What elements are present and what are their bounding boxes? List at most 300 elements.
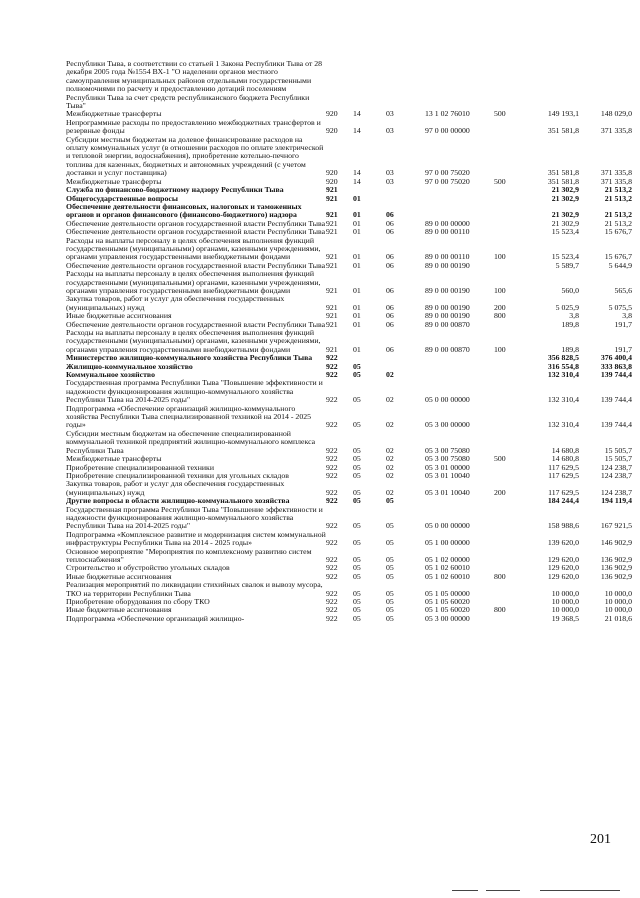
row-section-code (353, 60, 386, 110)
row-expense-type (494, 379, 524, 404)
row-expense-type (494, 354, 524, 362)
table-row (66, 295, 632, 312)
row-target-article (425, 203, 494, 220)
row-section-code: 05 (353, 487, 361, 497)
row-subsection-code: 03 (386, 109, 394, 119)
row-name: Иные бюджетные ассигнования (66, 571, 172, 581)
row-name: Обеспечение деятельности органов государственной власти Республики Тыва (66, 319, 326, 329)
row-name: Межбюджетные трансферты (66, 109, 162, 119)
row-target-article: 05 3 00 00000 (425, 420, 470, 430)
row-amount-year2: 10 000,0 (604, 588, 632, 598)
row-expense-type (494, 136, 524, 178)
row-admin-code: 922 (326, 370, 338, 380)
row-name: Государственная программа Республики Тыва "Повышение эффективности и надежности функционирования жилищно-коммунального хозяйства Республики Тыва на 2014-2025 годы" (66, 504, 323, 531)
row-section-code: 05 (353, 462, 361, 472)
row-expense-type (494, 548, 524, 565)
row-target-article: 97 0 00 00000 (425, 126, 470, 136)
row-target-article (425, 363, 494, 371)
table-row (66, 506, 632, 531)
row-target-article (425, 371, 494, 379)
row-amount-year2: 21 513,2 (604, 185, 632, 195)
row-subsection-code: 06 (386, 227, 394, 237)
row-target-article: 05 1 02 60010 (425, 571, 470, 581)
table-row (66, 60, 632, 110)
row-amount-year1: 184 244,4 (547, 496, 579, 506)
row-target-article: 05 3 01 00000 (425, 462, 470, 472)
row-section-code: 05 (353, 496, 361, 506)
row-amount-year2: 21 018,6 (604, 613, 632, 623)
row-target-article: 89 0 00 00870 (425, 344, 470, 354)
row-amount-year1: 117 629,5 (548, 487, 579, 497)
row-target-article: 89 0 00 00110 (425, 227, 470, 237)
row-name: Закупка товаров, работ и услуг для обеспечения государственных (муниципальных) нужд (66, 479, 285, 497)
row-name: Реализация мероприятий по ликвидации стихийных свалок и вывозу мусора, ТКО на территории Республики Тыва (66, 580, 323, 598)
row-admin-code: 922 (326, 597, 338, 606)
row-amount-year2: 371 335,8 (600, 126, 632, 136)
row-target-article (425, 186, 494, 194)
table-row (66, 119, 632, 136)
row-amount-year1: 3,8 (569, 311, 579, 321)
row-target-article: 05 3 01 10040 (425, 487, 470, 497)
row-target-article: 97 0 00 75020 (425, 176, 470, 186)
row-section-code: 01 (353, 260, 361, 270)
row-admin-code: 920 (326, 126, 338, 136)
row-amount-year1: 189,8 (561, 319, 579, 329)
table-row (66, 329, 632, 354)
row-name: Расходы на выплаты персоналу в целях обеспечения выполнения функций государственными (муниципальными) органами, казенными учреждениями, органами управления государственными внебюджетными фондами (66, 235, 321, 262)
row-name: Основное мероприятие "Мероприятия по комплексному развитию систем теплоснабжения" (66, 546, 312, 564)
row-name: Подпрограмма «Обеспечение организаций жилищно- (66, 613, 245, 623)
row-name: Непрограммные расходы по предоставлению межбюджетных трансфертов и резервные фонды (66, 117, 321, 136)
row-subsection-code: 05 (386, 605, 394, 615)
row-expense-type (494, 220, 524, 228)
row-subsection-code: 05 (386, 554, 394, 564)
row-amount-year2: 21 513,2 (604, 218, 632, 228)
row-section-code: 01 (353, 252, 361, 262)
row-admin-code (326, 60, 353, 110)
row-expense-type (494, 497, 524, 505)
row-amount-year1: 351 581,8 (547, 176, 579, 186)
row-amount-year1: 129 620,0 (547, 563, 579, 573)
row-section-code: 05 (353, 445, 361, 455)
row-amount-year2: 124 238,7 (600, 470, 632, 480)
row-expense-type (494, 321, 524, 329)
row-section-code: 05 (353, 538, 361, 548)
row-subsection-code: 06 (386, 285, 394, 295)
row-subsection-code: 05 (386, 563, 394, 573)
row-admin-code: 922 (326, 395, 338, 405)
row-admin-code: 922 (326, 470, 338, 480)
row-amount-year1: 19 368,5 (551, 613, 579, 623)
footer-mark (540, 890, 620, 891)
row-target-article (425, 497, 494, 505)
row-amount-year1: 21 302,9 (551, 193, 579, 203)
row-amount-year2: 15 676,7 (604, 227, 632, 237)
row-amount-year2: 21 513,2 (604, 210, 632, 220)
row-target-article: 05 3 00 00000 (425, 613, 470, 623)
row-amount-year1: 351 581,8 (547, 126, 579, 136)
row-target-article: 05 0 00 00000 (425, 395, 470, 405)
row-section-code: 05 (353, 571, 361, 581)
row-name: Государственная программа Республики Тыва "Повышение эффективности и надежности функционирования жилищно-коммунального хозяйства Республики Тыва на 2014-2025 годы" (66, 378, 323, 405)
row-expense-type: 100 (494, 252, 506, 262)
row-name: Иные бюджетные ассигнования (66, 605, 172, 615)
row-name: Обеспечение деятельности органов государственной власти Республики Тыва (66, 260, 326, 270)
row-amount-year1: 132 310,4 (547, 420, 579, 430)
row-amount-year1: 189,8 (561, 344, 579, 354)
row-amount-year2: 15 505,7 (604, 445, 632, 455)
table-row (66, 430, 632, 455)
row-admin-code: 920 (326, 109, 338, 119)
row-admin-code: 921 (326, 260, 338, 270)
row-subsection-code: 02 (386, 445, 394, 455)
row-amount-year1: 10 000,0 (551, 588, 579, 598)
row-admin-code: 921 (326, 285, 338, 295)
row-name: Иные бюджетные ассигнования (66, 311, 172, 321)
row-name: Субсидии местным бюджетам на обеспечение специализированной коммунальной техникой предприятий жилищно-коммунального комплекса Республики Тыва (66, 428, 316, 455)
row-admin-code: 922 (326, 588, 338, 598)
row-subsection-code: 03 (386, 126, 394, 136)
table-row (66, 548, 632, 565)
row-amount-year2: 5 644,9 (608, 260, 632, 270)
row-expense-type: 500 (494, 109, 506, 119)
row-target-article: 05 1 00 00000 (425, 538, 470, 548)
row-admin-code: 920 (326, 168, 338, 178)
row-amount-year1: 21 302,9 (551, 218, 579, 228)
row-section-code: 01 (353, 319, 361, 329)
row-admin-code: 922 (326, 563, 338, 573)
row-section-code: 05 (353, 454, 361, 464)
row-amount-year1: 21 302,9 (551, 210, 579, 220)
row-subsection-code: 06 (386, 210, 394, 220)
row-section-code: 05 (353, 588, 361, 598)
row-section-code: 05 (353, 613, 361, 623)
row-amount-year1: 316 554,8 (547, 361, 579, 371)
table-row (66, 379, 632, 404)
row-section-code: 01 (353, 193, 361, 203)
row-subsection-code: 02 (386, 420, 394, 430)
table-row (66, 480, 632, 497)
row-expense-type: 800 (494, 571, 506, 581)
row-amount-year1: 5 589,7 (555, 260, 579, 270)
row-section-code: 01 (353, 344, 361, 354)
table-row (66, 136, 632, 178)
row-target-article (425, 195, 494, 203)
row-subsection-code: 03 (386, 176, 394, 186)
row-expense-type: 100 (494, 285, 506, 295)
row-section-code: 05 (353, 470, 361, 480)
row-subsection-code: 06 (386, 218, 394, 228)
row-target-article: 89 0 00 00190 (425, 302, 470, 312)
row-admin-code: 922 (326, 538, 338, 548)
row-amount-year2: 148 029,0 (600, 109, 632, 119)
row-target-article: 97 0 00 75020 (425, 168, 470, 178)
row-target-article: 89 0 00 00190 (425, 260, 470, 270)
row-subsection-code: 06 (386, 260, 394, 270)
table-row (66, 203, 632, 220)
row-amount-year2: 191,7 (614, 344, 632, 354)
row-target-article: 05 3 00 75080 (425, 445, 470, 455)
row-name: Обеспечение деятельности органов государственной власти Республики Тыва (66, 227, 326, 237)
row-amount-year1: 132 310,4 (547, 395, 579, 405)
row-expense-type (494, 581, 524, 598)
row-amount-year1: 158 988,6 (547, 521, 579, 531)
row-admin-code: 921 (326, 311, 338, 321)
row-name: Другие вопросы в области жилищно-коммунального хозяйства (66, 496, 290, 506)
row-expense-type (494, 203, 524, 220)
row-section-code: 14 (353, 109, 361, 119)
row-target-article: 89 0 00 00000 (425, 218, 470, 228)
row-admin-code: 922 (326, 454, 338, 464)
row-amount-year1: 129 620,0 (547, 554, 579, 564)
table-row (66, 237, 632, 262)
row-amount-year2: 376 400,4 (600, 353, 632, 363)
row-amount-year1: 560,0 (561, 285, 579, 295)
row-name: Министерство жилищно-коммунального хозяйства Республики Тыва (66, 353, 313, 363)
row-amount-year2 (579, 60, 632, 110)
row-amount-year1: 117 629,5 (548, 470, 579, 480)
row-amount-year2: 136 902,9 (600, 571, 632, 581)
row-amount-year2: 167 921,5 (600, 521, 632, 531)
row-target-article: 05 1 05 60020 (425, 605, 470, 615)
row-expense-type (494, 506, 524, 531)
row-amount-year1: 14 680,8 (551, 445, 579, 455)
row-admin-code: 921 (326, 185, 338, 195)
row-amount-year1: 351 581,8 (547, 168, 579, 178)
row-amount-year2: 124 238,7 (600, 462, 632, 472)
row-admin-code: 922 (326, 462, 338, 472)
table-row (66, 581, 632, 598)
row-admin-code: 921 (326, 227, 338, 237)
row-admin-code: 922 (326, 353, 338, 363)
row-name: Жилищно-коммунальное хозяйство (66, 361, 193, 371)
row-amount-year1: 21 302,9 (551, 185, 579, 195)
row-section-code: 05 (353, 605, 361, 615)
row-amount-year1: 356 828,5 (547, 353, 579, 363)
row-amount-year2: 15 505,7 (604, 454, 632, 464)
row-subsection-code: 06 (386, 302, 394, 312)
row-expense-type (494, 615, 524, 623)
row-amount-year2: 191,7 (614, 319, 632, 329)
row-admin-code: 922 (326, 521, 338, 531)
row-name: Приобретение специализированной техники (66, 462, 215, 472)
row-expense-type: 100 (494, 344, 506, 354)
row-expense-type: 800 (494, 605, 506, 615)
row-subsection-code: 06 (386, 319, 394, 329)
row-amount-year1: 15 523,4 (551, 252, 579, 262)
row-amount-year2: 5 075,5 (608, 302, 632, 312)
row-target-article (425, 60, 494, 110)
row-expense-type (494, 195, 524, 203)
row-amount-year1 (524, 60, 579, 110)
row-section-code: 05 (353, 563, 361, 573)
row-expense-type (494, 228, 524, 236)
row-target-article: 05 1 02 00000 (425, 554, 470, 564)
row-name: Закупка товаров, работ и услуг для обеспечения государственных (муниципальных) нужд (66, 294, 285, 312)
row-target-article: 13 1 02 76010 (425, 109, 470, 119)
row-name: Обеспечение деятельности органов государственной власти Республики Тыва (66, 218, 326, 228)
row-admin-code: 922 (326, 361, 338, 371)
row-target-article: 05 1 05 60020 (425, 597, 470, 606)
row-target-article: 05 1 05 00000 (425, 588, 470, 598)
row-subsection-code: 02 (386, 454, 394, 464)
row-amount-year1: 149 193,1 (547, 109, 579, 119)
page-number: 201 (590, 832, 611, 847)
row-amount-year2: 333 863,8 (600, 361, 632, 371)
row-amount-year2: 10 000,0 (604, 597, 632, 606)
row-target-article: 89 0 00 00110 (425, 252, 470, 262)
row-amount-year2: 139 744,4 (600, 395, 632, 405)
row-amount-year2: 139 744,4 (600, 420, 632, 430)
row-target-article: 89 0 00 00190 (425, 311, 470, 321)
row-target-article: 05 3 00 75080 (425, 454, 470, 464)
row-amount-year1: 10 000,0 (551, 597, 579, 606)
row-admin-code: 922 (326, 445, 338, 455)
row-subsection-code: 05 (386, 538, 394, 548)
row-admin-code: 921 (326, 252, 338, 262)
row-name: Расходы на выплаты персоналу в целях обеспечения выполнения функций государственными (муниципальными) органами, казенными учреждениями, органами управления государственными внебюджетными фондами (66, 269, 321, 295)
row-name: Подпрограмма «Комплексное развитие и модернизация систем коммунальной инфраструктуры Республики Тыва на 2014 - 2025 годы» (66, 529, 326, 548)
row-amount-year2: 136 902,9 (600, 554, 632, 564)
row-section-code: 05 (353, 597, 361, 606)
footer-mark (452, 890, 478, 891)
table-row (66, 531, 632, 548)
table-row (66, 615, 632, 623)
row-subsection-code: 02 (386, 470, 394, 480)
row-subsection-code: 02 (386, 370, 394, 380)
row-section-code: 14 (353, 126, 361, 136)
row-expense-type (494, 262, 524, 270)
row-amount-year1: 14 680,8 (551, 454, 579, 464)
row-expense-type (494, 371, 524, 379)
row-section-code: 05 (353, 395, 361, 405)
row-admin-code: 921 (326, 210, 338, 220)
row-subsection-code: 05 (386, 496, 394, 506)
row-admin-code: 921 (326, 302, 338, 312)
row-name: Республики Тыва, в соответствии со статьей 1 Закона Республики Тыва от 28 декабря 2005 года №1554 ВХ-1 "О наделении органов местного самоуправления муниципальных районов отдельными государственными полномочиями по расчету и предоставлению дотаций поселениям Республики Тыва за счет средств республиканского бюджета Республики Тыва" (66, 59, 323, 111)
row-subsection-code (386, 186, 425, 194)
footer-mark (486, 890, 520, 891)
row-amount-year2: 371 335,8 (600, 176, 632, 186)
row-amount-year2: 146 902,9 (600, 538, 632, 548)
row-name: Субсидии местным бюджетам на долевое финансирование расходов на оплату коммунальных услуг (в отношении расходов по оплате электрической и тепловой энергии, водоснабжения), приобретение котельно-печного топлива для казенных, бюджетных и автономных учреждений (с учетом доставки и услуг поставщика) (66, 134, 324, 178)
row-expense-type (494, 119, 524, 136)
row-subsection-code: 05 (386, 613, 394, 623)
row-name: Строительство и обустройство угольных складов (66, 563, 230, 573)
row-amount-year2: 139 744,4 (600, 370, 632, 380)
row-section-code: 01 (353, 285, 361, 295)
row-section-code: 14 (353, 176, 361, 186)
row-amount-year1: 129 620,0 (547, 571, 579, 581)
row-section-code: 05 (353, 521, 361, 531)
row-admin-code: 922 (326, 613, 338, 623)
row-admin-code: 921 (326, 218, 338, 228)
row-name: Приобретение специализированной техники для угольных складов (66, 470, 289, 480)
row-name: Межбюджетные трансферты (66, 176, 162, 186)
row-admin-code: 922 (326, 487, 338, 497)
row-expense-type (494, 472, 524, 480)
table-row (66, 405, 632, 430)
row-expense-type: 500 (494, 176, 506, 186)
row-name: Межбюджетные трансферты (66, 454, 162, 464)
row-subsection-code: 06 (386, 252, 394, 262)
row-subsection-code: 02 (386, 395, 394, 405)
row-name: Общегосударственные вопросы (66, 193, 178, 203)
row-amount-year2: 136 902,9 (600, 563, 632, 573)
row-amount-year2: 15 676,7 (604, 252, 632, 262)
row-amount-year2: 3,8 (622, 311, 632, 321)
row-amount-year2: 124 238,7 (600, 487, 632, 497)
row-amount-year1: 15 523,4 (551, 227, 579, 237)
row-admin-code: 921 (326, 344, 338, 354)
row-subsection-code: 02 (386, 487, 394, 497)
row-target-article: 05 0 00 00000 (425, 521, 470, 531)
row-admin-code: 920 (326, 176, 338, 186)
row-target-article: 89 0 00 00190 (425, 285, 470, 295)
row-section-code: 01 (353, 302, 361, 312)
table-row (66, 270, 632, 295)
row-admin-code: 922 (326, 496, 338, 506)
row-expense-type (494, 363, 524, 371)
row-amount-year1: 10 000,0 (551, 605, 579, 615)
row-subsection-code: 02 (386, 462, 394, 472)
row-expense-type (494, 60, 524, 110)
row-expense-type (494, 405, 524, 430)
row-target-article (425, 354, 494, 362)
row-expense-type: 200 (494, 302, 506, 312)
budget-table (66, 60, 632, 623)
row-expense-type (494, 531, 524, 548)
row-section-code: 01 (353, 227, 361, 237)
row-name: Приобретение оборудования по сбору ТКО (66, 597, 210, 606)
row-section-code: 14 (353, 168, 361, 178)
row-subsection-code: 05 (386, 588, 394, 598)
row-subsection-code (386, 60, 425, 110)
row-amount-year1: 132 310,4 (547, 370, 579, 380)
row-section-code: 01 (353, 210, 361, 220)
row-subsection-code: 05 (386, 597, 394, 606)
row-admin-code: 922 (326, 420, 338, 430)
row-amount-year1: 117 629,5 (548, 462, 579, 472)
row-amount-year2: 10 000,0 (604, 605, 632, 615)
row-section-code: 05 (353, 370, 361, 380)
row-amount-year2: 371 335,8 (600, 168, 632, 178)
row-section-code: 05 (353, 554, 361, 564)
row-section-code: 05 (353, 420, 361, 430)
row-subsection-code: 05 (386, 521, 394, 531)
row-target-article: 05 1 02 60010 (425, 563, 470, 573)
row-name: Коммунальное хозяйство (66, 370, 155, 380)
row-expense-type (494, 464, 524, 472)
row-subsection-code: 03 (386, 168, 394, 178)
row-expense-type: 800 (494, 311, 506, 321)
row-amount-year1: 139 620,0 (547, 538, 579, 548)
row-section-code: 01 (353, 311, 361, 321)
row-target-article: 05 3 01 10040 (425, 470, 470, 480)
row-amount-year2: 194 119,4 (601, 496, 632, 506)
row-expense-type: 500 (494, 454, 506, 464)
row-name: Обеспечение деятельности финансовых, налоговых и таможенных органов и органов финансового (финансово-бюджетного) надзора (66, 201, 302, 220)
row-name: Служба по финансово-бюджетному надзору Республики Тыва (66, 185, 284, 195)
row-admin-code: 921 (326, 319, 338, 329)
row-expense-type (494, 186, 524, 194)
row-amount-year1: 5 025,9 (555, 302, 579, 312)
row-admin-code: 922 (326, 554, 338, 564)
row-expense-type: 200 (494, 487, 506, 497)
row-target-article: 89 0 00 00870 (425, 319, 470, 329)
row-subsection-code: 06 (386, 344, 394, 354)
row-amount-year2: 21 513,2 (604, 193, 632, 203)
